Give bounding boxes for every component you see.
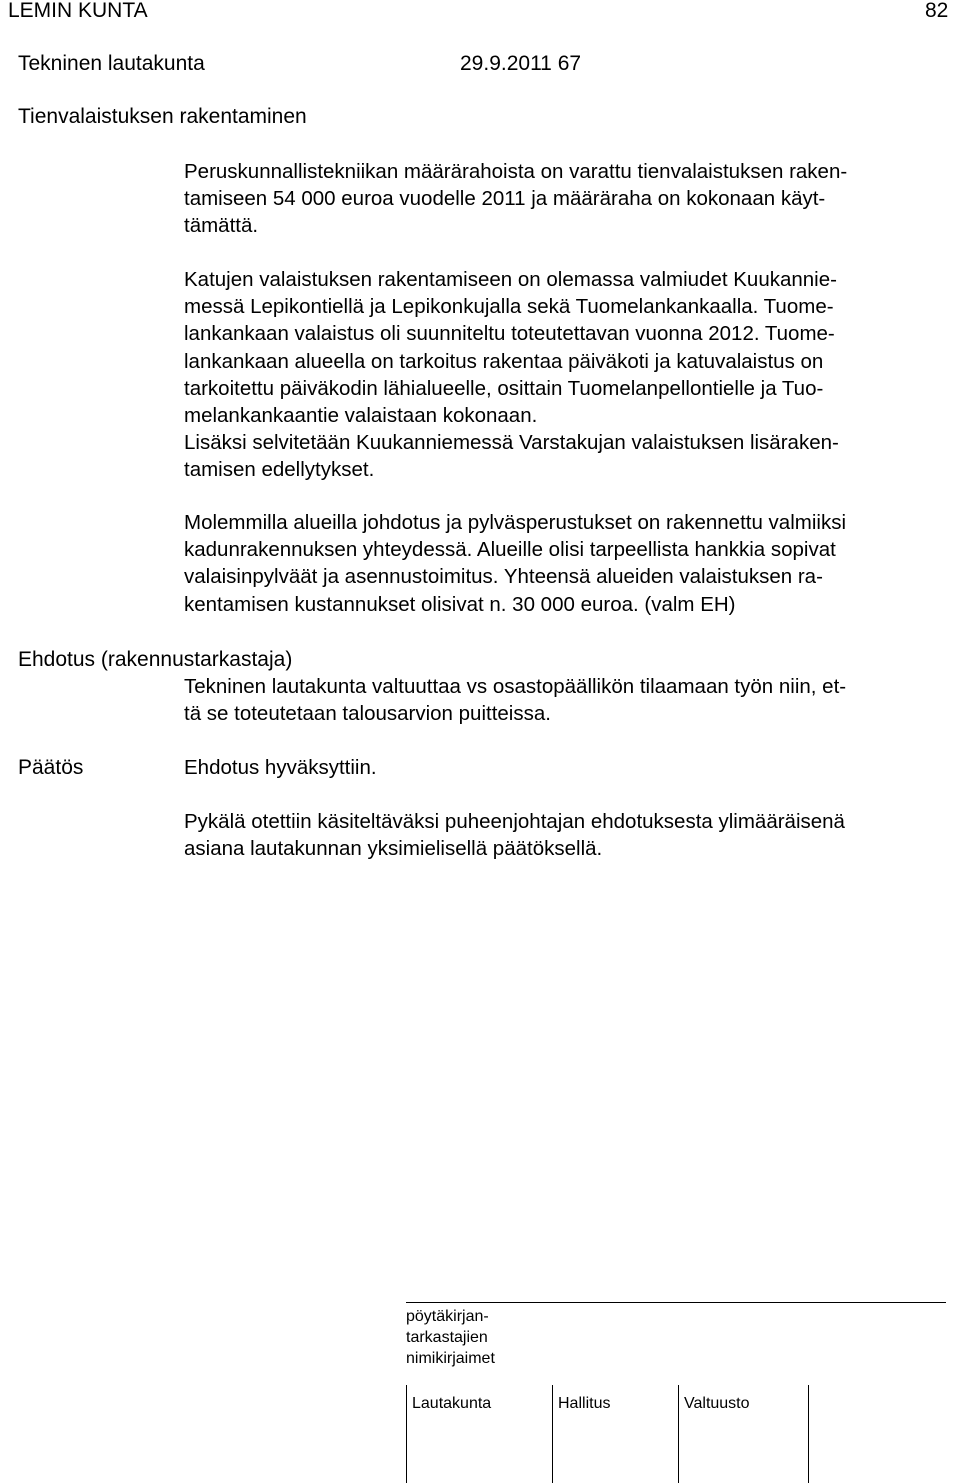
paragraph-line: valaisinpylväät ja asennustoimitus. Yhteensä alueiden valaistuksen ra-: [184, 565, 823, 589]
footer-top-rule: [406, 1302, 946, 1303]
paragraph-line: Pykälä otettiin käsiteltäväksi puheenjohtajan ehdotuksesta ylimääräisenä: [184, 810, 845, 833]
committee-name: Tekninen lautakunta: [18, 52, 205, 75]
proposal-text: [184, 673, 949, 727]
paragraph-line: Molemmilla alueilla johdotus ja pylväsperustukset on rakennettu valmiiksi: [184, 511, 847, 534]
paragraph-line: asiana lautakunnan yksimielisellä päätöksellä.: [184, 837, 603, 861]
paragraph-budget: [184, 158, 949, 240]
paragraph-line: messä Lepikontiellä ja Lepikonkujalla sekä Tuomelankankaalla. Tuome-: [184, 295, 834, 319]
paragraph-line: kentamisen kustannukset olisivat n. 30 000 euroa. (valm EH): [184, 592, 736, 616]
paragraph-costs: [184, 509, 949, 618]
footer-column-lautakunta: Lautakunta: [412, 1395, 492, 1412]
footer-column-valtuusto: Valtuusto: [684, 1395, 750, 1412]
paragraph-line: Katujen valaistuksen rakentamiseen on olemassa valmiudet Kuukannie-: [184, 268, 837, 291]
footer-column-hallitus: Hallitus: [558, 1395, 611, 1412]
footer-label-line: pöytäkirjan-: [406, 1308, 489, 1325]
paragraph-line: lankankaan alueella on tarkoitus rakentaa päiväkoti ja katuvalaistus on: [184, 349, 824, 373]
municipality-name: LEMIN KUNTA: [8, 0, 148, 22]
page-number: 82: [925, 0, 949, 22]
paragraph-line: tamiseen 54 000 euroa vuodelle 2011 ja määräraha on kokonaan käyt-: [184, 187, 826, 211]
decision-text: [184, 754, 949, 781]
paragraph-line: tämättä.: [184, 214, 259, 238]
paragraph-line: Ehdotus hyväksyttiin.: [184, 756, 377, 779]
footer-divider: [552, 1385, 553, 1483]
footer-divider: [406, 1385, 407, 1483]
footer-label-line: tarkastajien: [406, 1329, 488, 1346]
proposal-label: Ehdotus (rakennustarkastaja): [18, 648, 293, 671]
paragraph-line: tarkoitettu päiväkodin lähialueelle, osittain Tuomelanpellontielle ja Tuo-: [184, 376, 824, 400]
paragraph-line: Tekninen lautakunta valtuuttaa vs osastopäällikön tilaamaan työn niin, et-: [184, 675, 847, 698]
meeting-date-section: 29.9.2011 67: [460, 52, 582, 75]
paragraph-readiness: [184, 266, 949, 484]
decision-label: Päätös: [18, 756, 84, 779]
decision-note: [184, 808, 949, 862]
paragraph-line: tamisen edellytykset.: [184, 458, 375, 482]
paragraph-line: melankankaantie valaistaan kokonaan.: [184, 404, 538, 428]
paragraph-line: lankankaan valaistus oli suunniteltu toteutettavan vuonna 2012. Tuome-: [184, 322, 835, 346]
footer-divider: [808, 1385, 809, 1483]
footer-label-line: nimikirjaimet: [406, 1350, 495, 1367]
paragraph-line: Lisäksi selvitetään Kuukanniemessä Varstakujan valaistuksen lisäraken-: [184, 431, 839, 455]
paragraph-line: kadunrakennuksen yhteydessä. Alueille olisi tarpeellista hankkia sopivat: [184, 538, 836, 562]
paragraph-line: Peruskunnallistekniikan määrärahoista on varattu tienvalaistuksen raken-: [184, 160, 848, 183]
footer-divider: [678, 1385, 679, 1483]
section-title: Tienvalaistuksen rakentaminen: [18, 105, 307, 128]
paragraph-line: tä se toteutetaan talousarvion puitteissa.: [184, 702, 551, 726]
footer-initials-label: [406, 1306, 495, 1369]
